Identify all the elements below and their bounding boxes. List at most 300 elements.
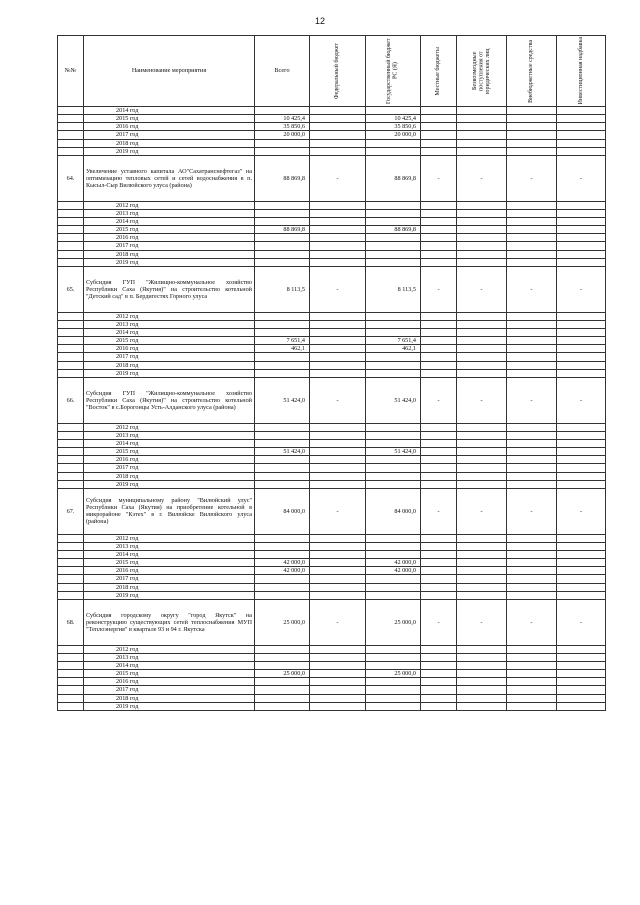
num-cell-empty: [58, 448, 84, 456]
num-cell-empty: [58, 534, 84, 542]
item-description: Субсидия ГУП "Жилищно-коммунальное хозяйство Республики Саха (Якутия)" на строительство котельной "Восток" в с.Борогонцы Усть-Алданского улуса (района): [84, 377, 255, 423]
num-cell-empty: [58, 242, 84, 250]
invest-cell: [557, 242, 606, 250]
num-cell-empty: [58, 464, 84, 472]
grants-cell: [457, 139, 507, 147]
year-row: [58, 320, 606, 328]
federal-cell: [310, 645, 366, 653]
state-cell: 51 424,0: [366, 377, 421, 423]
item-number: 65.: [58, 266, 84, 312]
header-grants: Безвозмездные поступления от юридических лиц: [457, 36, 507, 107]
invest-cell: [557, 567, 606, 575]
num-cell-empty: [58, 456, 84, 464]
own-funds-cell: [507, 226, 557, 234]
year-label: 2015 год: [84, 226, 255, 234]
grants-cell: [457, 567, 507, 575]
local-cell: [421, 440, 457, 448]
state-cell: [366, 464, 421, 472]
total-cell: [255, 234, 310, 242]
own-funds-cell: [507, 480, 557, 488]
year-row: [58, 115, 606, 123]
num-cell-empty: [58, 653, 84, 661]
own-funds-cell: [507, 686, 557, 694]
num-cell-empty: [58, 694, 84, 702]
year-row: [58, 686, 606, 694]
item-row: [58, 266, 606, 312]
federal-cell: [310, 591, 366, 599]
year-label: 2015 год: [84, 559, 255, 567]
year-row: [58, 694, 606, 702]
total-cell: 35 850,6: [255, 123, 310, 131]
num-cell-empty: [58, 312, 84, 320]
own-funds-cell: [507, 258, 557, 266]
federal-cell: [310, 361, 366, 369]
local-cell: -: [421, 488, 457, 534]
state-cell: 10 425,4: [366, 115, 421, 123]
local-cell: [421, 312, 457, 320]
state-cell: [366, 480, 421, 488]
total-cell: [255, 662, 310, 670]
federal-cell: -: [310, 155, 366, 201]
year-label: 2013 год: [84, 653, 255, 661]
num-cell-empty: [58, 107, 84, 115]
federal-cell: [310, 583, 366, 591]
federal-cell: [310, 107, 366, 115]
local-cell: [421, 670, 457, 678]
own-funds-cell: [507, 218, 557, 226]
own-funds-cell: [507, 234, 557, 242]
state-cell: [366, 583, 421, 591]
year-row: [58, 218, 606, 226]
local-cell: [421, 480, 457, 488]
federal-cell: [310, 423, 366, 431]
federal-cell: [310, 472, 366, 480]
invest-cell: [557, 653, 606, 661]
header-row: [58, 36, 606, 107]
grants-cell: [457, 123, 507, 131]
federal-cell: [310, 201, 366, 209]
own-funds-cell: [507, 653, 557, 661]
state-cell: [366, 575, 421, 583]
total-cell: [255, 534, 310, 542]
year-label: 2017 год: [84, 686, 255, 694]
own-funds-cell: [507, 337, 557, 345]
grants-cell: [457, 551, 507, 559]
state-cell: 88 869,8: [366, 155, 421, 201]
year-row: [58, 464, 606, 472]
total-cell: 25 000,0: [255, 599, 310, 645]
total-cell: [255, 694, 310, 702]
state-cell: [366, 250, 421, 258]
grants-cell: -: [457, 488, 507, 534]
num-cell-empty: [58, 423, 84, 431]
year-label: 2018 год: [84, 694, 255, 702]
invest-cell: [557, 456, 606, 464]
total-cell: 20 000,0: [255, 131, 310, 139]
year-label: 2014 год: [84, 218, 255, 226]
local-cell: [421, 456, 457, 464]
year-row: [58, 542, 606, 550]
local-cell: -: [421, 155, 457, 201]
state-cell: [366, 686, 421, 694]
total-cell: [255, 329, 310, 337]
grants-cell: [457, 329, 507, 337]
state-cell: 88 869,8: [366, 226, 421, 234]
total-cell: 51 424,0: [255, 448, 310, 456]
header-federal: Федеральный бюджет: [310, 36, 366, 107]
federal-cell: [310, 131, 366, 139]
invest-cell: [557, 250, 606, 258]
year-label: 2019 год: [84, 369, 255, 377]
item-row: [58, 599, 606, 645]
local-cell: [421, 131, 457, 139]
year-row: [58, 107, 606, 115]
header-invest: Инвестиционная надбавка: [557, 36, 606, 107]
year-row: [58, 559, 606, 567]
grants-cell: [457, 670, 507, 678]
num-cell-empty: [58, 369, 84, 377]
state-cell: 25 000,0: [366, 670, 421, 678]
total-cell: [255, 431, 310, 439]
year-label: 2014 год: [84, 662, 255, 670]
total-cell: [255, 575, 310, 583]
item-number: 67.: [58, 488, 84, 534]
federal-cell: [310, 234, 366, 242]
item-number: 64.: [58, 155, 84, 201]
num-cell-empty: [58, 472, 84, 480]
local-cell: [421, 645, 457, 653]
total-cell: [255, 686, 310, 694]
num-cell-empty: [58, 440, 84, 448]
num-cell-empty: [58, 201, 84, 209]
year-label: 2016 год: [84, 678, 255, 686]
year-label: 2017 год: [84, 242, 255, 250]
total-cell: [255, 147, 310, 155]
own-funds-cell: -: [507, 488, 557, 534]
own-funds-cell: [507, 456, 557, 464]
total-cell: [255, 218, 310, 226]
year-label: 2015 год: [84, 448, 255, 456]
state-cell: [366, 645, 421, 653]
own-funds-cell: [507, 147, 557, 155]
item-description: Субсидия ГУП "Жилищно-коммунальное хозяйство Республики Саха (Якутия)" на строительство котельной "Детский сад" в п. Бердигестях Горного улуса: [84, 266, 255, 312]
year-row: [58, 670, 606, 678]
year-label: 2018 год: [84, 139, 255, 147]
num-cell-empty: [58, 353, 84, 361]
invest-cell: [557, 534, 606, 542]
local-cell: [421, 559, 457, 567]
total-cell: [255, 423, 310, 431]
grants-cell: [457, 431, 507, 439]
grants-cell: -: [457, 155, 507, 201]
state-cell: [366, 694, 421, 702]
grants-cell: [457, 345, 507, 353]
local-cell: [421, 542, 457, 550]
own-funds-cell: [507, 423, 557, 431]
grants-cell: [457, 702, 507, 710]
federal-cell: [310, 480, 366, 488]
invest-cell: [557, 559, 606, 567]
invest-cell: [557, 542, 606, 550]
state-cell: 51 424,0: [366, 448, 421, 456]
year-label: 2012 год: [84, 201, 255, 209]
own-funds-cell: [507, 115, 557, 123]
grants-cell: [457, 448, 507, 456]
own-funds-cell: [507, 575, 557, 583]
invest-cell: [557, 480, 606, 488]
invest-cell: [557, 226, 606, 234]
total-cell: 84 000,0: [255, 488, 310, 534]
grants-cell: [457, 472, 507, 480]
local-cell: [421, 653, 457, 661]
federal-cell: -: [310, 599, 366, 645]
year-label: 2013 год: [84, 320, 255, 328]
grants-cell: [457, 653, 507, 661]
total-cell: [255, 440, 310, 448]
grants-cell: [457, 686, 507, 694]
state-cell: [366, 147, 421, 155]
grants-cell: [457, 250, 507, 258]
year-row: [58, 567, 606, 575]
invest-cell: [557, 234, 606, 242]
own-funds-cell: -: [507, 155, 557, 201]
year-label: 2019 год: [84, 258, 255, 266]
local-cell: [421, 361, 457, 369]
total-cell: [255, 250, 310, 258]
header-total: Всего: [255, 36, 310, 107]
header-num: №№: [58, 36, 84, 107]
year-row: [58, 201, 606, 209]
year-row: [58, 591, 606, 599]
year-label: 2016 год: [84, 234, 255, 242]
grants-cell: [457, 559, 507, 567]
invest-cell: [557, 258, 606, 266]
own-funds-cell: [507, 645, 557, 653]
grants-cell: [457, 423, 507, 431]
year-label: 2014 год: [84, 107, 255, 115]
invest-cell: [557, 201, 606, 209]
year-label: 2013 год: [84, 431, 255, 439]
local-cell: [421, 369, 457, 377]
year-label: 2013 год: [84, 542, 255, 550]
local-cell: [421, 201, 457, 209]
num-cell-empty: [58, 431, 84, 439]
state-cell: [366, 107, 421, 115]
program-table: [57, 35, 606, 711]
own-funds-cell: [507, 131, 557, 139]
invest-cell: [557, 551, 606, 559]
invest-cell: [557, 645, 606, 653]
local-cell: [421, 218, 457, 226]
own-funds-cell: [507, 591, 557, 599]
total-cell: [255, 702, 310, 710]
federal-cell: -: [310, 266, 366, 312]
header-local: Местные бюджеты: [421, 36, 457, 107]
state-cell: [366, 431, 421, 439]
year-row: [58, 423, 606, 431]
year-row: [58, 472, 606, 480]
total-cell: [255, 678, 310, 686]
grants-cell: -: [457, 266, 507, 312]
own-funds-cell: [507, 472, 557, 480]
federal-cell: [310, 678, 366, 686]
local-cell: [421, 551, 457, 559]
total-cell: 42 000,0: [255, 559, 310, 567]
state-cell: [366, 653, 421, 661]
num-cell-empty: [58, 559, 84, 567]
invest-cell: [557, 423, 606, 431]
own-funds-cell: [507, 320, 557, 328]
local-cell: [421, 353, 457, 361]
invest-cell: [557, 702, 606, 710]
year-row: [58, 329, 606, 337]
federal-cell: [310, 226, 366, 234]
year-label: 2017 год: [84, 575, 255, 583]
own-funds-cell: [507, 534, 557, 542]
grants-cell: [457, 694, 507, 702]
year-label: 2015 год: [84, 115, 255, 123]
year-label: 2019 год: [84, 591, 255, 599]
local-cell: [421, 139, 457, 147]
local-cell: [421, 448, 457, 456]
year-label: 2014 год: [84, 329, 255, 337]
invest-cell: [557, 131, 606, 139]
state-cell: [366, 591, 421, 599]
federal-cell: [310, 258, 366, 266]
grants-cell: [457, 242, 507, 250]
federal-cell: [310, 353, 366, 361]
local-cell: [421, 575, 457, 583]
year-label: 2012 год: [84, 423, 255, 431]
state-cell: [366, 542, 421, 550]
invest-cell: [557, 464, 606, 472]
total-cell: [255, 201, 310, 209]
federal-cell: [310, 329, 366, 337]
local-cell: [421, 337, 457, 345]
own-funds-cell: [507, 345, 557, 353]
total-cell: [255, 107, 310, 115]
federal-cell: [310, 440, 366, 448]
total-cell: 88 869,8: [255, 155, 310, 201]
total-cell: [255, 139, 310, 147]
year-row: [58, 234, 606, 242]
local-cell: [421, 345, 457, 353]
year-row: [58, 551, 606, 559]
total-cell: 7 651,4: [255, 337, 310, 345]
num-cell-empty: [58, 123, 84, 131]
year-row: [58, 345, 606, 353]
total-cell: 25 000,0: [255, 670, 310, 678]
local-cell: -: [421, 599, 457, 645]
grants-cell: [457, 591, 507, 599]
own-funds-cell: [507, 369, 557, 377]
year-row: [58, 258, 606, 266]
invest-cell: [557, 123, 606, 131]
invest-cell: [557, 115, 606, 123]
total-cell: 42 000,0: [255, 567, 310, 575]
grants-cell: [457, 678, 507, 686]
year-label: 2016 год: [84, 345, 255, 353]
grants-cell: [457, 201, 507, 209]
year-label: 2012 год: [84, 534, 255, 542]
local-cell: [421, 583, 457, 591]
total-cell: [255, 353, 310, 361]
year-row: [58, 678, 606, 686]
year-row: [58, 353, 606, 361]
state-cell: [366, 551, 421, 559]
year-row: [58, 645, 606, 653]
year-label: 2016 год: [84, 567, 255, 575]
federal-cell: [310, 345, 366, 353]
invest-cell: [557, 575, 606, 583]
num-cell-empty: [58, 591, 84, 599]
grants-cell: [457, 542, 507, 550]
federal-cell: [310, 464, 366, 472]
own-funds-cell: [507, 250, 557, 258]
year-row: [58, 147, 606, 155]
own-funds-cell: [507, 583, 557, 591]
year-label: 2015 год: [84, 670, 255, 678]
invest-cell: [557, 369, 606, 377]
num-cell-empty: [58, 702, 84, 710]
num-cell-empty: [58, 670, 84, 678]
local-cell: [421, 534, 457, 542]
federal-cell: [310, 456, 366, 464]
num-cell-empty: [58, 480, 84, 488]
own-funds-cell: [507, 440, 557, 448]
num-cell-empty: [58, 234, 84, 242]
year-row: [58, 653, 606, 661]
invest-cell: [557, 139, 606, 147]
num-cell-empty: [58, 345, 84, 353]
own-funds-cell: -: [507, 377, 557, 423]
federal-cell: [310, 575, 366, 583]
year-row: [58, 534, 606, 542]
num-cell-empty: [58, 551, 84, 559]
state-cell: [366, 258, 421, 266]
own-funds-cell: [507, 431, 557, 439]
local-cell: [421, 464, 457, 472]
local-cell: [421, 702, 457, 710]
table-body: [58, 107, 606, 711]
own-funds-cell: [507, 242, 557, 250]
local-cell: [421, 226, 457, 234]
federal-cell: [310, 242, 366, 250]
num-cell-empty: [58, 320, 84, 328]
state-cell: [366, 423, 421, 431]
year-label: 2013 год: [84, 209, 255, 217]
year-row: [58, 480, 606, 488]
year-row: [58, 662, 606, 670]
grants-cell: -: [457, 377, 507, 423]
total-cell: [255, 209, 310, 217]
num-cell-empty: [58, 662, 84, 670]
num-cell-empty: [58, 575, 84, 583]
own-funds-cell: [507, 123, 557, 131]
local-cell: [421, 242, 457, 250]
state-cell: [366, 472, 421, 480]
local-cell: [421, 423, 457, 431]
own-funds-cell: [507, 694, 557, 702]
total-cell: 462,1: [255, 345, 310, 353]
invest-cell: [557, 329, 606, 337]
grants-cell: [457, 209, 507, 217]
year-row: [58, 369, 606, 377]
invest-cell: [557, 694, 606, 702]
federal-cell: [310, 542, 366, 550]
invest-cell: [557, 440, 606, 448]
year-row: [58, 250, 606, 258]
